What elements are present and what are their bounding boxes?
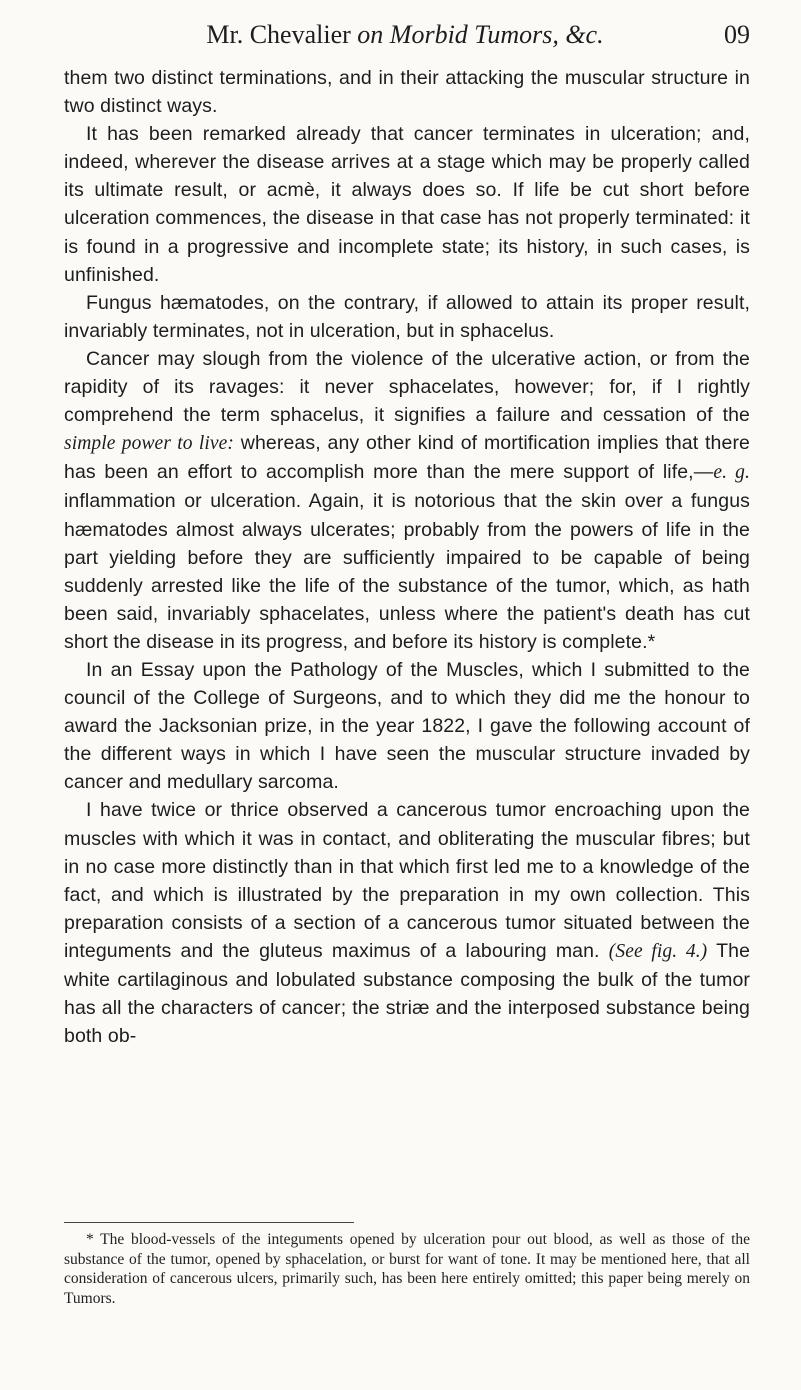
- footnote: [64, 1230, 750, 1308]
- paragraph-text: It has been remarked already that cancer terminates in ulceration; and, indeed, wherever the disease arrives at a stage which may be properly called its ultimate result, or acmè, it always does so. If life be cut short before ulceration commences, the disease in that case has not properly terminated: it is found in a progressive and incomplete state; its history, in such cases, is unfinished.: [64, 123, 750, 286]
- paragraph-text: Cancer may slough from the violence of the ulcerative action, or from the rapidity of its ravages: it never sphacelates, however; for, if I rightly comprehend the term sphacelus, it signifies a failure and cessation of the: [64, 347, 750, 427]
- running-header: [60, 20, 750, 54]
- running-title-author: Mr. Chevalier: [206, 20, 358, 49]
- paragraph-text: In an Essay upon the Pathology of the Muscles, which I submitted to the council of the College of Surgeons, and to which they did me the honour to award the Jacksonian prize, in the year 1822, I gave the following account of the different ways in which I have seen the muscular structure invaded by cancer and medullary sarcoma.: [64, 658, 750, 794]
- body-text: [64, 64, 750, 1050]
- running-title-work: on Morbid Tumors, &c.: [357, 20, 604, 49]
- italic-abbreviation: e. g.: [713, 462, 751, 484]
- footnote-text: * The blood-vessels of the integuments opened by ulceration pour out blood, as well as those of the substance of the tumor, opened by sphacelation, or burst for want of tone. It may be mentioned here, that all consideration of cancerous ulcers, primarily such, has been here entirely omitted; this paper being merely on Tumors.: [64, 1231, 750, 1307]
- paragraph-text: whereas, any other kind of mortification implies that there has been an effort to accomplish more than the mere support of life,—: [64, 432, 750, 484]
- paragraph-4: [64, 345, 750, 656]
- paragraph-text: Fungus hæmatodes, on the contrary, if allowed to attain its proper result, invariably terminates, not in ulceration, but in sphacelus.: [64, 291, 750, 342]
- paragraph-6: [64, 796, 750, 1050]
- paragraph-text: them two distinct terminations, and in their attacking the muscular structure in two distinct ways.: [64, 67, 750, 118]
- figure-reference: (See fig. 4.): [608, 940, 708, 962]
- paragraph-text: I have twice or thrice observed a cancerous tumor encroaching upon the muscles with which it was in contact, and obliterating the muscular fibres; but in no case more distinctly than in that which first led me to a knowledge of the fact, and which is illustrated by the preparation in my own collection. This preparation consists of a section of a cancerous tumor situated between the integuments and the gluteus maximus of a labouring man.: [64, 799, 750, 962]
- paragraph-2: [64, 120, 750, 289]
- paragraph-5: [64, 656, 750, 796]
- page-number: 09: [724, 20, 750, 49]
- paragraph-text: The white cartilaginous and lobulated substance composing the bulk of the tumor has all the characters of cancer; the striæ and the interposed substance being both ob-: [64, 939, 751, 1048]
- footnote-divider: [64, 1222, 354, 1223]
- paragraph-text: inflammation or ulceration. Again, it is notorious that the skin over a fungus hæmatodes almost always ulcerates; probably from the powers of life in the part yielding before they are sufficiently impaired to be capable of being suddenly arrested like the life of the substance of the tumor, which, as hath been said, invariably sphacelates, unless where the patient's death has cut short the disease in its progress, and before its history is complete.*: [64, 490, 750, 653]
- italic-phrase: simple power to live:: [64, 433, 234, 455]
- paragraph-1: [64, 64, 750, 120]
- paragraph-3: [64, 289, 750, 345]
- running-title: [60, 20, 750, 50]
